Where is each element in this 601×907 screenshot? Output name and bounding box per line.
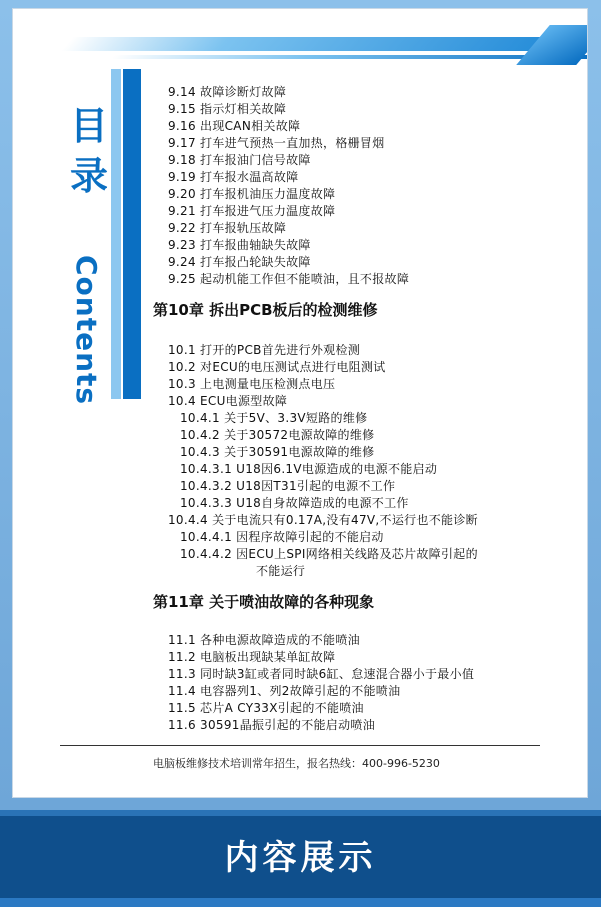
toc-entry[interactable]: 9.21 打车报进气压力温度故障 (168, 204, 336, 218)
footer-contact-text: 电脑板维修技术培训常年招生，报名热线：400-996-5230 (153, 757, 440, 770)
toc-entry[interactable]: 10.1 打开的PCB首先进行外观检测 (168, 343, 361, 357)
toc-document (12, 8, 588, 798)
toc-entry[interactable]: 9.24 打车报凸轮缺失故障 (168, 255, 311, 269)
toc-entry[interactable]: 11.2 电脑板出现缺某单缸故障 (168, 650, 336, 664)
footer-divider (60, 745, 540, 746)
toc-entry[interactable]: 10.4 ECU电源型故障 (168, 394, 288, 408)
toc-entry[interactable]: 9.15 指示灯相关故障 (168, 102, 287, 116)
chapter-11-heading[interactable]: 第11章 关于喷油故障的各种现象 (153, 593, 375, 611)
toc-entry[interactable]: 11.5 芯片A CY33X引起的不能喷油 (168, 701, 364, 715)
banner-title: 内容展示 (224, 838, 377, 878)
banner-bottom-strip (0, 898, 601, 907)
toc-entry[interactable]: 10.4.3.3 U18自身故障造成的电源不工作 (180, 496, 409, 510)
toc-entry[interactable]: 10.2 对ECU的电压测试点进行电阻测试 (168, 360, 386, 374)
toc-entry[interactable]: 11.1 各种电源故障造成的不能喷油 (168, 633, 360, 647)
toc-entry[interactable]: 9.14 故障诊断灯故障 (168, 85, 287, 99)
toc-entry[interactable]: 9.25 起动机能工作但不能喷油，且不报故障 (168, 272, 410, 286)
toc-entry[interactable]: 10.4.4.1 因程序故障引起的不能启动 (180, 530, 384, 544)
toc-entry-continuation: 不能运行 (256, 564, 306, 578)
toc-heading-char-1: 目 (69, 104, 108, 148)
toc-entry[interactable]: 10.4.3.1 U18因6.1V电源造成的电源不能启动 (180, 462, 438, 476)
toc-entry[interactable]: 10.4.4.2 因ECU上SPI网络相关线路及芯片故障引起的 (180, 547, 478, 561)
toc-entry[interactable]: 9.22 打车报轨压故障 (168, 221, 287, 235)
toc-entry[interactable]: 11.3 同时缺3缸或者同时缺6缸、怠速混合器小于最小值 (168, 667, 475, 681)
toc-entry[interactable]: 10.4.2 关于30572电源故障的维修 (180, 428, 375, 442)
toc-entry[interactable]: 11.6 30591晶振引起的不能启动喷油 (168, 718, 376, 732)
toc-entry[interactable]: 10.3 上电测量电压检测点电压 (168, 377, 336, 391)
toc-entry[interactable]: 10.4.3 关于30591电源故障的维修 (180, 445, 375, 459)
toc-entry[interactable]: 9.19 打车报水温高故障 (168, 170, 299, 184)
toc-entry[interactable]: 10.4.4 关于电流只有0.17A,没有47V,不运行也不能诊断 (168, 513, 478, 527)
toc-entry[interactable]: 10.4.1 关于5V、3.3V短路的维修 (180, 411, 368, 425)
toc-entry[interactable]: 9.16 出现CAN相关故障 (168, 119, 301, 133)
toc-list (13, 9, 588, 798)
toc-entry[interactable]: 9.23 打车报曲轴缺失故障 (168, 238, 311, 252)
toc-entry[interactable]: 10.4.3.2 U18因T31引起的电源不工作 (180, 479, 396, 493)
toc-entry[interactable]: 9.18 打车报油门信号故障 (168, 153, 311, 167)
toc-entry[interactable]: 9.17 打车进气预热一直加热，格栅冒烟 (168, 136, 385, 150)
toc-entry[interactable]: 9.20 打车报机油压力温度故障 (168, 187, 336, 201)
toc-entry[interactable]: 11.4 电容器列1、列2故障引起的不能喷油 (168, 684, 401, 698)
toc-heading-char-2: 录 (69, 154, 108, 198)
contents-heading: Contents (70, 255, 103, 406)
chapter-10-heading[interactable]: 第10章 拆出PCB板后的检测维修 (153, 301, 378, 319)
